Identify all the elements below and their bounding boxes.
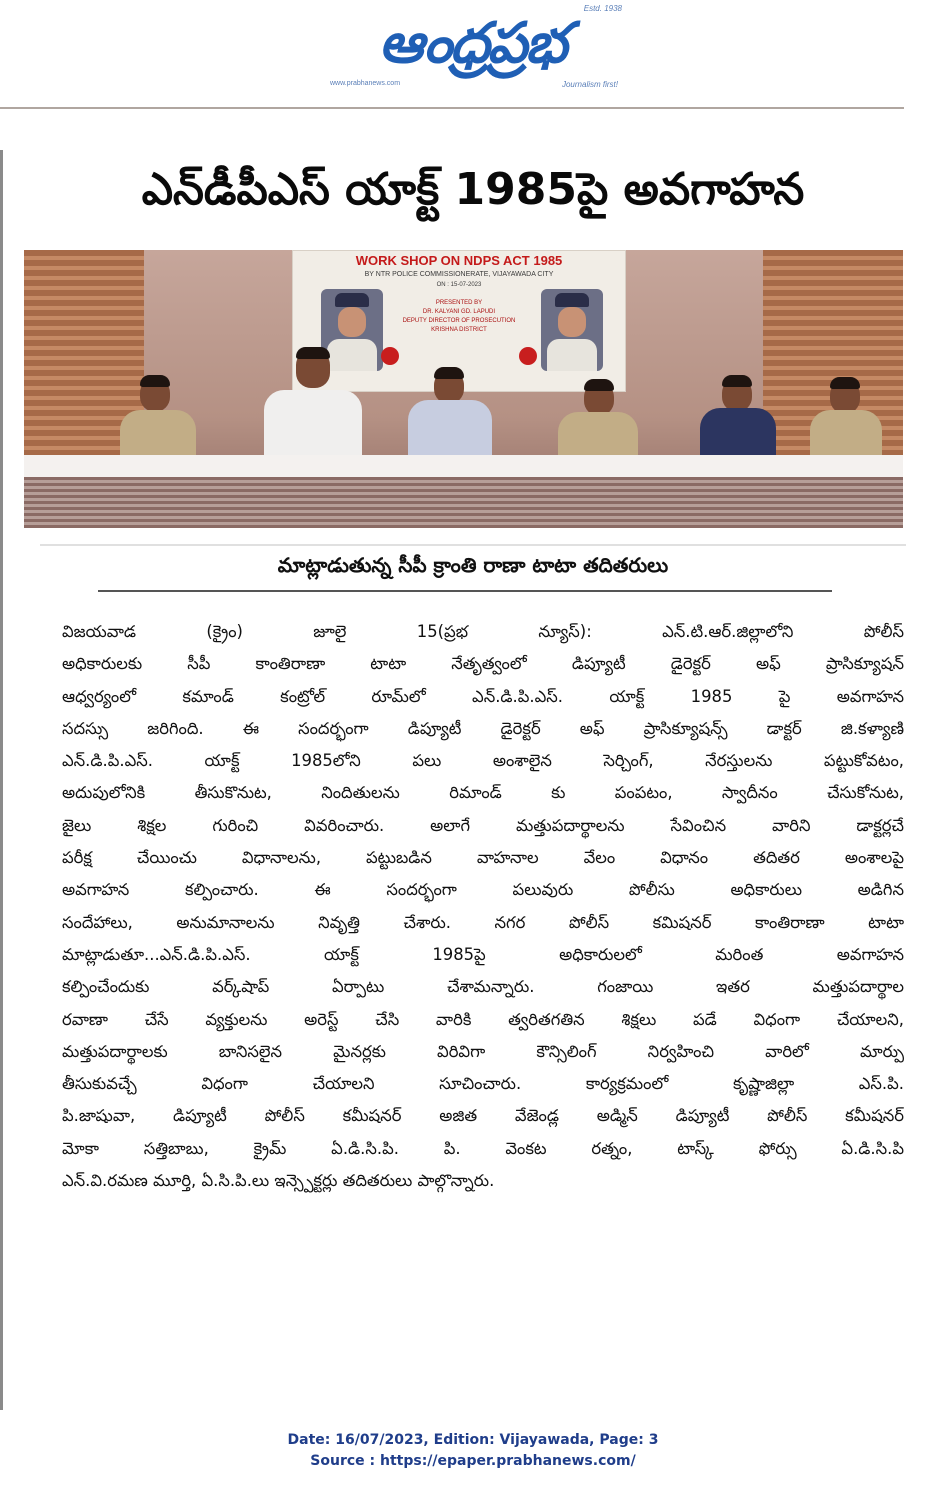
tablecloth (24, 477, 903, 528)
article-line: అధికారులకు సీపీ కాంతిరాణా టాటా నేతృత్వంలో డిప్యూటీ డైరెక్టర్ అఫ్ ప్రాసిక్యూషన్ (62, 654, 904, 674)
article-line: రవాణా చేసే వ్యక్తులను అరెస్ట్ చేసి వారికి త్వరితగతిన శిక్షలు పడే విధంగా చేయాలని, (62, 1009, 904, 1029)
article-line: మత్తుపదార్థాలకు బానిసలైన మైనర్లకు విరివిగా కౌన్సిలింగ్ నిర్వహించి వారిలో మార్పు (62, 1041, 904, 1061)
article-body (62, 616, 904, 1197)
article-line: విజయవాడ (క్రైం) జూలై 15(ప్రభ న్యూస్): ఎన్.టి.ఆర్.జిల్లాలోని పోలీస్ (62, 622, 904, 641)
article-line: పి.జాషువా, డిప్యూటీ పోలీస్ కమీషనర్ అజిత వేజెండ్ల అడ్మిన్ డిప్యూటీ పోలీస్ కమీషనర్ (62, 1106, 904, 1126)
article-photo (24, 250, 903, 528)
flower-decoration (519, 347, 537, 365)
logo-text: ఆంధ్రప్రభ (378, 10, 566, 76)
article-line: ఆధ్వర్యంలో కమాండ్ కంట్రోల్ రూమ్‌లో ఎన్.డి.పి.ఎస్. యాక్ట్ 1985 పై అవగాహన (62, 686, 904, 706)
newspaper-logo[interactable] (322, 4, 622, 92)
established-year: Estd. 1938 (583, 4, 622, 13)
presenter-line: KRISHNA DISTRICT (431, 327, 487, 333)
article-line: అవగాహన కల్పించారు. ఈ సందర్భంగా పలువురు పోలీసు అధికారులు అడిగిన (62, 880, 904, 900)
article-line: సందేహాలు, అనుమానాలను నివృత్తి చేశారు. నగర పోలీస్ కమిషనర్ కాంతిరాణా టాటా (62, 912, 904, 932)
footer-source-link[interactable]: Source : https://epaper.prabhanews.com/ (310, 1453, 636, 1469)
flower-decoration (381, 347, 399, 365)
column-border (0, 150, 3, 1410)
officer-portrait (541, 289, 603, 371)
banner-date: ON : 15-07-2023 (436, 282, 482, 288)
page-footer (0, 1430, 946, 1474)
masthead (0, 0, 946, 110)
footer-date-edition: Date: 16/07/2023, Edition: Vijayawada, Page: 3 (287, 1432, 659, 1448)
article-line: తీసుకువచ్చే విధంగా చేయాలని సూచించారు. కార్యక్రమంలో కృష్ణాజిల్లా ఎస్.పి. (62, 1074, 904, 1094)
table-top (24, 455, 903, 477)
website-text: www.prabhanews.com (330, 80, 401, 87)
article-line: సదస్సు జరిగింది. ఈ సందర్భంగా డిప్యూటీ డైరెక్టర్ అఫ్ ప్రాసిక్యూషన్స్ డాక్టర్ జి.కళ్యాణి (62, 718, 904, 738)
article-line: అదుపులోనికి తీసుకొనుట, నిందితులను రిమాండ్ కు పంపటం, స్వాదీనం చేసుకోనుట, (62, 783, 904, 803)
presenter-line: DR. KALYANI GD. LAPUDI (422, 309, 496, 315)
article-line: మాట్లాడుతూ...ఎన్.డి.పి.ఎస్. యాక్ట్ 1985పై అధికారులలో మరింత అవగాహన (62, 944, 904, 964)
article-line: మోకా సత్తిబాబు, క్రైమ్ ఏ.డి.సి.పి. పి. వెంకట రత్నం, టాస్క్ ఫోర్సు ఏ.డి.సి.పి (62, 1138, 904, 1158)
article-line: పరీక్ష చేయించు విధానాలను, పట్టుబడిన వాహనాల వేలం విధానం తదితర అంశాలపై (62, 848, 904, 868)
banner-subtitle: BY NTR POLICE COMMISSIONERATE, VIJAYAWADA CITY (364, 271, 554, 278)
banner-title: WORK SHOP ON NDPS ACT 1985 (355, 253, 563, 268)
masthead-divider (0, 107, 904, 109)
officer-portrait (321, 289, 383, 371)
article-headline: ఎన్‌డీపీఎస్ యాక్ట్ 1985పై అవగాహన (141, 164, 805, 215)
banner-presenter (383, 299, 535, 349)
photo-caption: మాట్లాడుతున్న సీపీ క్రాంతి రాణా టాటా తదితరులు (277, 553, 669, 577)
caption-divider (98, 590, 832, 592)
tagline: Journalism first! (561, 80, 618, 89)
article-line: ఎన్.వి.రమణ మూర్తి, ఏ.సి.పి.లు ఇన్స్పెక్టర్లు తదితరులు పాల్గొన్నారు. (62, 1171, 495, 1191)
article-line: కల్పించేందుకు వర్క్‌షాప్ ఏర్పాటు చేశామన్నారు. గంజాయి ఇతర మత్తుపదార్థాల (62, 977, 904, 997)
article-line: జైలు శిక్షల గురించి వివరించారు. అలాగే మత్తుపదార్థాలను సేవించిన వారిని డాక్టర్లచే (62, 815, 904, 835)
presenter-line: DEPUTY DIRECTOR OF PROSECUTION (402, 318, 516, 324)
presenter-line: PRESENTED BY (435, 300, 483, 306)
article-line: ఎన్.డి.పి.ఎస్. యాక్ట్ 1985లోని పలు అంశాలైన సెర్చింగ్, నేరస్తులను పట్టుకోవటం, (62, 751, 904, 771)
